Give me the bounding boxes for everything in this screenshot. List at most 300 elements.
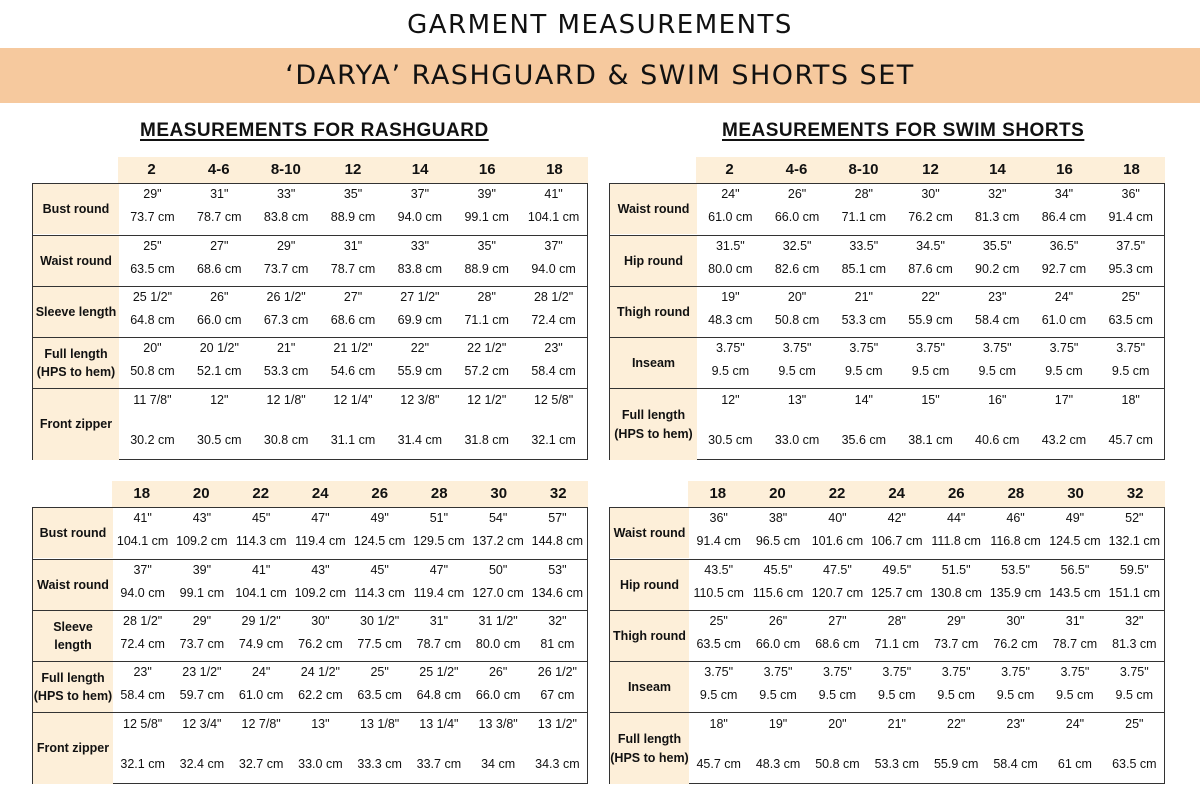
cm-value: 9.5 cm: [699, 688, 738, 702]
row-label-text: Full length (HPS to hem): [33, 670, 113, 703]
cm-value: 90.2 cm: [975, 262, 1020, 276]
cm-value: 67.3 cm: [263, 313, 309, 327]
measurement-row: [33, 610, 587, 661]
size-header-cell: 20: [769, 485, 786, 502]
inch-value: 11 7/8": [133, 393, 172, 407]
inch-value: 25 1/2": [132, 290, 173, 304]
cm-value: 132.1 cm: [1108, 534, 1161, 548]
cm-value: 104.1 cm: [116, 534, 169, 548]
cm-value: 66.0 cm: [197, 313, 242, 327]
row-label-text: Inseam: [631, 355, 676, 370]
inch-values: [119, 187, 587, 201]
inch-value: 26": [787, 187, 807, 201]
inch-value: 22": [947, 717, 966, 731]
inch-value: 47.5": [823, 563, 852, 577]
row-label-text: Inseam: [627, 679, 672, 694]
cm-value: 66.0 cm: [475, 688, 521, 702]
cm-value: 68.6 cm: [330, 313, 376, 327]
inch-value: 25": [370, 665, 389, 679]
cm-value: 30.8 cm: [263, 433, 309, 447]
size-header-cell: 8-10: [270, 161, 301, 178]
cm-value: 62.2 cm: [298, 688, 343, 702]
measurement-row: [33, 388, 587, 460]
inch-value: 29": [276, 239, 296, 253]
size-header-cell: 26: [371, 485, 389, 502]
cm-value: 80.0 cm: [708, 262, 753, 276]
row-label-text: Hip round: [619, 577, 679, 592]
size-header-cell: 14: [411, 161, 429, 178]
row-values: [119, 338, 587, 388]
inch-value: 3.75": [823, 665, 852, 679]
inch-value: 20": [787, 290, 807, 304]
cm-value: 104.1 cm: [235, 586, 287, 600]
row-label-text: Front zipper: [36, 741, 110, 756]
cm-values: [113, 534, 587, 548]
cm-value: 50.8 cm: [130, 364, 175, 378]
row-label: [610, 389, 697, 460]
size-header-cell: 2: [147, 161, 156, 178]
cm-value: 63.5 cm: [357, 688, 402, 702]
inch-value: 3.75": [849, 341, 879, 355]
row-values: [697, 338, 1164, 388]
inch-value: 22": [921, 290, 940, 304]
cm-value: 99.1 cm: [464, 210, 509, 224]
inch-value: 18": [1121, 393, 1140, 407]
measurement-row: [33, 184, 587, 234]
size-header-cell: 8-10: [848, 161, 879, 178]
inch-value: 21 1/2": [333, 341, 373, 355]
cm-value: 76.2 cm: [298, 637, 343, 651]
inch-value: 29 1/2": [241, 614, 281, 628]
cm-value: 78.7 cm: [416, 637, 462, 651]
cm-value: 61.0 cm: [708, 210, 753, 224]
cm-value: 64.8 cm: [416, 688, 462, 702]
row-label: [610, 338, 697, 388]
inch-value: 27": [210, 239, 229, 253]
inch-value: 13 1/2": [537, 717, 577, 731]
cm-value: 58.4 cm: [120, 688, 165, 702]
cm-values: [689, 637, 1164, 651]
cm-values: [119, 262, 587, 276]
inch-value: 51": [429, 511, 449, 525]
row-values: [119, 184, 587, 234]
inch-values: [113, 563, 587, 577]
inch-value: 29": [143, 187, 162, 201]
cm-value: 58.4 cm: [531, 364, 576, 378]
cm-value: 124.5 cm: [353, 534, 406, 548]
inch-value: 54": [488, 511, 508, 525]
inch-value: 13 3/8": [478, 717, 518, 731]
cm-value: 78.7 cm: [197, 210, 242, 224]
inch-value: 26 1/2": [266, 290, 306, 304]
inch-value: 35.5": [982, 239, 1012, 253]
cm-value: 76.2 cm: [908, 210, 953, 224]
inch-value: 12 1/4": [333, 393, 373, 407]
cm-value: 92.7 cm: [1041, 262, 1087, 276]
inch-value: 3.75": [782, 341, 812, 355]
cm-value: 50.8 cm: [815, 757, 860, 771]
size-header-cell: 32: [549, 485, 567, 502]
row-label: [610, 236, 697, 286]
row-values: [113, 611, 587, 661]
size-header-cell: 30: [490, 485, 508, 502]
inch-value: 39": [477, 187, 496, 201]
size-header-row: [688, 481, 1165, 507]
size-header-cell: 18: [709, 485, 727, 502]
cm-value: 33.3 cm: [357, 757, 402, 771]
inch-values: [119, 393, 587, 407]
inch-value: 12 3/8": [400, 393, 440, 407]
row-label: [33, 662, 113, 712]
cm-value: 9.5 cm: [1115, 688, 1154, 702]
measurement-row: [33, 712, 587, 784]
measurement-row: [610, 337, 1164, 388]
cm-value: 114.3 cm: [354, 586, 405, 600]
row-values: [689, 662, 1164, 712]
inch-value: 25": [1125, 717, 1144, 731]
inch-value: 50": [488, 563, 508, 577]
cm-value: 110.5 cm: [693, 586, 744, 600]
cm-value: 34.3 cm: [535, 757, 580, 771]
row-label: [33, 508, 113, 558]
measurement-row: [33, 559, 587, 610]
shorts-section-title: MEASUREMENTS FOR SWIM SHORTS: [722, 120, 1085, 141]
cm-value: 78.7 cm: [1052, 637, 1098, 651]
inch-value: 3.75": [916, 341, 945, 355]
inch-values: [697, 290, 1164, 304]
inch-value: 59.5": [1119, 563, 1149, 577]
inch-value: 25": [1121, 290, 1140, 304]
size-header-cell: 22: [828, 485, 846, 502]
inch-value: 25 1/2": [419, 665, 459, 679]
cm-value: 120.7 cm: [811, 586, 864, 600]
row-label-text: Waist round: [37, 577, 109, 592]
cm-value: 58.4 cm: [975, 313, 1020, 327]
inch-value: 12 7/8": [241, 717, 281, 731]
row-label-text: Hip round: [623, 253, 683, 268]
inch-value: 3.75": [715, 341, 745, 355]
cm-value: 55.9 cm: [397, 364, 443, 378]
inch-value: 18": [709, 717, 728, 731]
cm-values: [689, 688, 1164, 702]
inch-value: 30": [311, 614, 330, 628]
cm-value: 58.4 cm: [993, 757, 1038, 771]
inch-value: 38": [768, 511, 788, 525]
cm-value: 52.1 cm: [197, 364, 242, 378]
cm-values: [119, 210, 587, 224]
cm-value: 109.2 cm: [176, 534, 228, 548]
cm-value: 72.4 cm: [531, 313, 576, 327]
cm-values: [697, 433, 1164, 447]
cm-value: 31.4 cm: [397, 433, 443, 447]
cm-value: 67 cm: [540, 688, 575, 702]
cm-value: 124.5 cm: [1049, 534, 1101, 548]
cm-value: 144.8 cm: [531, 534, 584, 548]
cm-value: 9.5 cm: [845, 364, 883, 378]
size-header-cell: 28: [1007, 485, 1025, 502]
cm-value: 88.9 cm: [464, 262, 509, 276]
inch-value: 28": [854, 187, 873, 201]
cm-value: 94.0 cm: [397, 210, 443, 224]
inch-values: [119, 290, 587, 304]
inch-value: 20": [143, 341, 162, 355]
inch-value: 3.75": [704, 665, 734, 679]
inch-value: 42": [887, 511, 906, 525]
inch-values: [697, 187, 1164, 201]
inch-value: 41": [544, 187, 563, 201]
inch-value: 27": [343, 290, 363, 304]
inch-value: 30 1/2": [360, 614, 400, 628]
size-header-cell: 12: [344, 161, 362, 178]
inch-value: 12 1/8": [266, 393, 306, 407]
row-label-text: Full length (HPS to hem): [614, 408, 693, 441]
row-label: [610, 508, 689, 558]
row-values: [689, 611, 1164, 661]
cm-value: 53.3 cm: [263, 364, 309, 378]
cm-value: 30.2 cm: [130, 433, 175, 447]
inch-value: 41": [133, 511, 152, 525]
inch-value: 37": [544, 239, 563, 253]
inch-value: 3.75": [1119, 665, 1149, 679]
inch-value: 23": [133, 665, 152, 679]
inch-value: 3.75": [1001, 665, 1030, 679]
cm-value: 61.0 cm: [238, 688, 284, 702]
inch-value: 3.75": [982, 341, 1012, 355]
inch-value: 27 1/2": [400, 290, 440, 304]
row-label-text: Bust round: [42, 201, 110, 216]
inch-value: 53": [548, 563, 567, 577]
cm-value: 53.3 cm: [874, 757, 920, 771]
cm-values: [113, 688, 587, 702]
cm-value: 151.1 cm: [1108, 586, 1161, 600]
cm-value: 9.5 cm: [996, 688, 1035, 702]
inch-values: [689, 717, 1164, 731]
inch-value: 32": [988, 187, 1007, 201]
inch-value: 34.5": [916, 239, 945, 253]
cm-value: 127.0 cm: [472, 586, 524, 600]
size-header-cell: 2: [725, 161, 734, 178]
cm-value: 31.8 cm: [464, 433, 509, 447]
row-values: [697, 184, 1164, 234]
cm-value: 104.1 cm: [527, 210, 580, 224]
inch-value: 12 1/2": [467, 393, 507, 407]
inch-value: 31": [343, 239, 363, 253]
row-label: [33, 713, 113, 784]
measurement-row: [33, 235, 587, 286]
inch-value: 24": [721, 187, 740, 201]
measurement-row: [33, 286, 587, 337]
row-label: [610, 287, 697, 337]
rashguard-section-title: MEASUREMENTS FOR RASHGUARD: [140, 120, 489, 141]
inch-value: 30": [1006, 614, 1025, 628]
size-header-cell: 4-6: [785, 161, 808, 178]
row-values: [689, 713, 1164, 784]
inch-value: 3.75": [941, 665, 971, 679]
row-label: [610, 713, 689, 784]
cm-value: 114.3 cm: [235, 534, 287, 548]
measurement-row: [610, 235, 1164, 286]
cm-value: 71.1 cm: [874, 637, 920, 651]
cm-value: 94.0 cm: [120, 586, 165, 600]
cm-value: 73.7 cm: [263, 262, 309, 276]
inch-value: 23": [988, 290, 1007, 304]
inch-values: [113, 665, 587, 679]
row-values: [689, 560, 1164, 610]
inch-value: 35": [343, 187, 363, 201]
row-values: [697, 236, 1164, 286]
inch-value: 21": [887, 717, 906, 731]
inch-value: 43.5": [704, 563, 734, 577]
row-label: [33, 389, 119, 460]
inch-value: 32": [548, 614, 567, 628]
row-label-text: Full length (HPS to hem): [36, 346, 116, 379]
size-header-cell: 18: [546, 161, 563, 178]
cm-value: 9.5 cm: [818, 688, 857, 702]
size-header-cell: 16: [478, 161, 496, 178]
cm-value: 72.4 cm: [120, 637, 165, 651]
inch-value: 33": [410, 239, 430, 253]
measurement-row: [610, 661, 1164, 712]
inch-value: 3.75": [763, 665, 793, 679]
inch-value: 13 1/8": [360, 717, 400, 731]
row-label: [610, 560, 689, 610]
measurement-row: [610, 286, 1164, 337]
cm-value: 35.6 cm: [841, 433, 887, 447]
inch-value: 23": [1006, 717, 1025, 731]
cm-value: 55.9 cm: [908, 313, 953, 327]
inch-value: 53.5": [1001, 563, 1030, 577]
cm-value: 130.8 cm: [930, 586, 982, 600]
inch-value: 49": [1065, 511, 1085, 525]
inch-value: 29": [947, 614, 966, 628]
inch-values: [697, 239, 1164, 253]
size-header-cell: 18: [1123, 161, 1140, 178]
inch-value: 24": [1054, 290, 1074, 304]
cm-value: 78.7 cm: [330, 262, 376, 276]
cm-value: 99.1 cm: [179, 586, 225, 600]
cm-values: [119, 364, 587, 378]
inch-values: [119, 239, 587, 253]
inch-value: 20 1/2": [199, 341, 239, 355]
inch-values: [689, 614, 1164, 628]
cm-value: 9.5 cm: [1045, 364, 1083, 378]
inch-value: 32": [1125, 614, 1144, 628]
cm-value: 9.5 cm: [1111, 364, 1150, 378]
cm-value: 134.6 cm: [531, 586, 584, 600]
cm-value: 116.8 cm: [990, 534, 1041, 548]
cm-value: 33.7 cm: [416, 757, 462, 771]
inch-value: 28 1/2": [533, 290, 574, 304]
inch-value: 12 3/4": [182, 717, 222, 731]
cm-value: 77.5 cm: [357, 637, 402, 651]
inch-value: 24": [1065, 717, 1085, 731]
inch-value: 25": [143, 239, 162, 253]
measurement-row: [33, 337, 587, 388]
inch-value: 23": [544, 341, 563, 355]
size-header-cell: 32: [1126, 485, 1144, 502]
cm-value: 32.1 cm: [531, 433, 576, 447]
cm-value: 48.3 cm: [708, 313, 753, 327]
cm-value: 64.8 cm: [130, 313, 175, 327]
inch-values: [689, 665, 1164, 679]
inch-value: 21": [276, 341, 296, 355]
page-title: GARMENT MEASUREMENTS: [407, 10, 793, 40]
inch-value: 33.5": [849, 239, 879, 253]
cm-value: 137.2 cm: [472, 534, 524, 548]
inch-value: 34": [1054, 187, 1074, 201]
row-values: [113, 560, 587, 610]
row-label: [610, 184, 697, 234]
inch-value: 25": [709, 614, 728, 628]
cm-value: 50.8 cm: [774, 313, 820, 327]
cm-value: 101.6 cm: [811, 534, 864, 548]
inch-value: 44": [947, 511, 966, 525]
inch-value: 31": [210, 187, 229, 201]
cm-value: 76.2 cm: [993, 637, 1038, 651]
cm-value: 83.8 cm: [263, 210, 309, 224]
cm-value: 9.5 cm: [878, 688, 916, 702]
row-label: [33, 287, 119, 337]
cm-value: 94.0 cm: [531, 262, 576, 276]
row-label: [33, 236, 119, 286]
inch-value: 28": [477, 290, 496, 304]
cm-value: 32.1 cm: [120, 757, 165, 771]
measurement-row: [33, 661, 587, 712]
cm-value: 82.6 cm: [774, 262, 820, 276]
inch-values: [689, 563, 1164, 577]
inch-value: 36.5": [1049, 239, 1079, 253]
measurement-row: [33, 508, 587, 558]
cm-value: 9.5 cm: [778, 364, 816, 378]
inch-values: [689, 511, 1164, 525]
inch-value: 16": [988, 393, 1007, 407]
cm-value: 32.4 cm: [179, 757, 225, 771]
inch-value: 3.75": [1049, 341, 1079, 355]
cm-value: 30.5 cm: [708, 433, 753, 447]
cm-value: 54.6 cm: [330, 364, 376, 378]
row-label: [33, 611, 113, 661]
cm-value: 81 cm: [540, 637, 575, 651]
size-header-cell: 18: [133, 485, 151, 502]
cm-value: 95.3 cm: [1108, 262, 1153, 276]
cm-value: 125.7 cm: [871, 586, 923, 600]
size-header-cell: 30: [1067, 485, 1084, 502]
cm-value: 81.3 cm: [1112, 637, 1157, 651]
cm-value: 68.6 cm: [815, 637, 860, 651]
cm-value: 9.5 cm: [937, 688, 975, 702]
inch-value: 33": [276, 187, 296, 201]
cm-value: 119.4 cm: [295, 534, 346, 548]
cm-value: 68.6 cm: [197, 262, 242, 276]
cm-value: 63.5 cm: [696, 637, 741, 651]
size-header-cell: 24: [888, 485, 906, 502]
cm-value: 9.5 cm: [911, 364, 950, 378]
inch-value: 13": [787, 393, 807, 407]
cm-values: [689, 534, 1164, 548]
measurement-grid: [609, 183, 1165, 460]
inch-value: 20": [828, 717, 847, 731]
row-values: [113, 713, 587, 784]
cm-value: 38.1 cm: [908, 433, 953, 447]
cm-value: 69.9 cm: [397, 313, 443, 327]
inch-value: 29": [192, 614, 212, 628]
cm-value: 71.1 cm: [464, 313, 509, 327]
inch-value: 12": [721, 393, 740, 407]
measurement-grid: [32, 507, 588, 784]
inch-value: 35": [477, 239, 496, 253]
inch-value: 3.75": [882, 665, 912, 679]
cm-value: 59.7 cm: [179, 688, 225, 702]
